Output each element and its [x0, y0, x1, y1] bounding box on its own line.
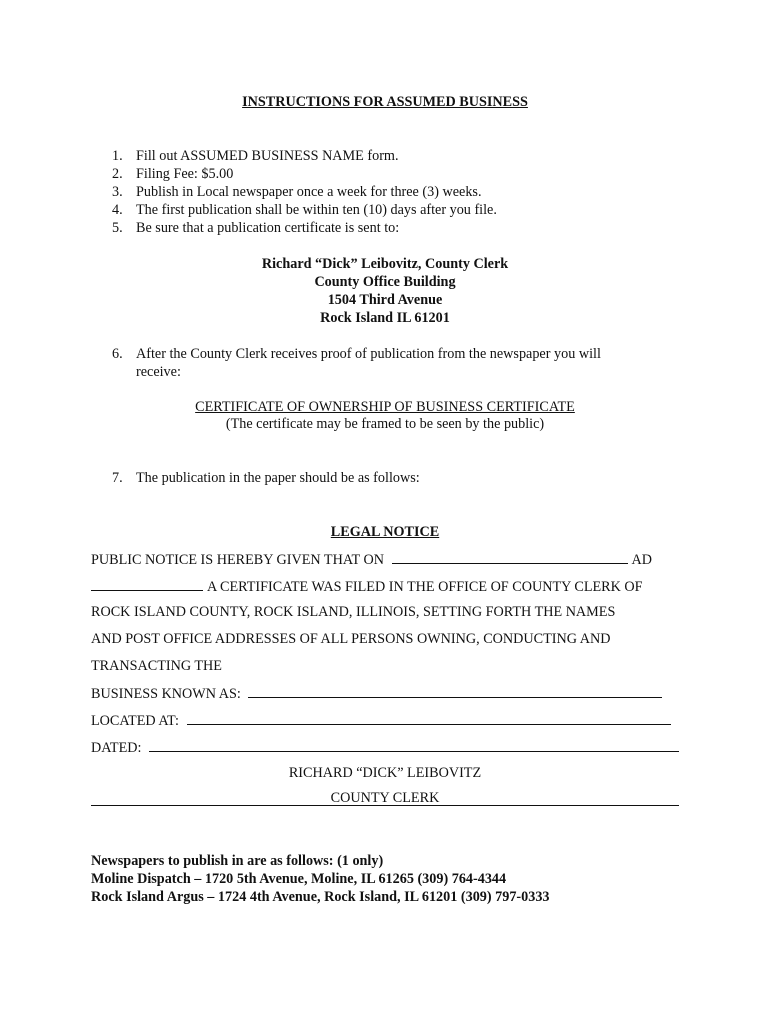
step-text: The publication in the paper should be as follows:: [136, 470, 420, 486]
located-at-label: LOCATED AT:: [91, 713, 179, 729]
legal-notice-line: ROCK ISLAND COUNTY, ROCK ISLAND, ILLINOIS, SETTING FORTH THE NAMES: [91, 604, 616, 620]
clerk-name: RICHARD “DICK” LEIBOVITZ: [288, 765, 482, 781]
step-number: 1.: [112, 148, 123, 164]
date-blank: [392, 551, 628, 564]
clerk-address-line: County Office Building: [314, 274, 456, 290]
step-number: 6.: [112, 346, 123, 362]
step-text: The first publication shall be within ten (10) days after you file.: [136, 202, 497, 218]
legal-text: A CERTIFICATE WAS FILED IN THE OFFICE OF COUNTY CLERK OF: [207, 579, 643, 595]
certificate-title: CERTIFICATE OF OWNERSHIP OF BUSINESS CERTIFICATE: [195, 399, 575, 415]
certificate-note: (The certificate may be framed to be seen by the public): [225, 416, 545, 432]
dated-blank: [149, 739, 679, 752]
step-number: 4.: [112, 202, 123, 218]
located-at-row: [91, 712, 671, 730]
year-blank: [91, 578, 203, 591]
legal-notice-line: [91, 551, 652, 569]
legal-notice-line: [91, 578, 643, 596]
clerk-title: COUNTY CLERK: [330, 790, 440, 806]
business-name-blank: [248, 685, 662, 698]
business-known-as-row: [91, 685, 662, 703]
step-number: 2.: [112, 166, 123, 182]
newspapers-heading: Newspapers to publish in are as follows: (1 only): [91, 853, 384, 869]
newspaper-entry: Rock Island Argus – 1724 4th Avenue, Rock Island, IL 61201 (309) 797-0333: [91, 889, 550, 905]
step-text: receive:: [136, 364, 181, 380]
page-title: INSTRUCTIONS FOR ASSUMED BUSINESS: [242, 94, 528, 110]
legal-notice-line: TRANSACTING THE: [91, 658, 222, 674]
clerk-address-line: Rock Island IL 61201: [320, 310, 450, 326]
dated-row: [91, 739, 679, 757]
step-number: 5.: [112, 220, 123, 236]
legal-text: AD: [631, 552, 652, 568]
step-number: 3.: [112, 184, 123, 200]
legal-notice-heading: LEGAL NOTICE: [330, 524, 440, 540]
dated-label: DATED:: [91, 740, 142, 756]
step-text: Fill out ASSUMED BUSINESS NAME form.: [136, 148, 399, 164]
step-text: After the County Clerk receives proof of publication from the newspaper you will: [136, 346, 601, 362]
newspaper-entry: Moline Dispatch – 1720 5th Avenue, Moline, IL 61265 (309) 764-4344: [91, 871, 507, 887]
step-text: Be sure that a publication certificate is sent to:: [136, 220, 400, 236]
step-text: Publish in Local newspaper once a week for three (3) weeks.: [136, 184, 482, 200]
legal-text: PUBLIC NOTICE IS HEREBY GIVEN THAT ON: [91, 552, 384, 568]
clerk-address-line: Richard “Dick” Leibovitz, County Clerk: [261, 256, 509, 272]
business-known-as-label: BUSINESS KNOWN AS:: [91, 686, 241, 702]
step-number: 7.: [112, 470, 123, 486]
clerk-address-line: 1504 Third Avenue: [327, 292, 443, 308]
location-blank: [187, 712, 671, 725]
legal-notice-line: AND POST OFFICE ADDRESSES OF ALL PERSONS OWNING, CONDUCTING AND: [91, 631, 611, 647]
step-text: Filing Fee: $5.00: [136, 166, 234, 182]
